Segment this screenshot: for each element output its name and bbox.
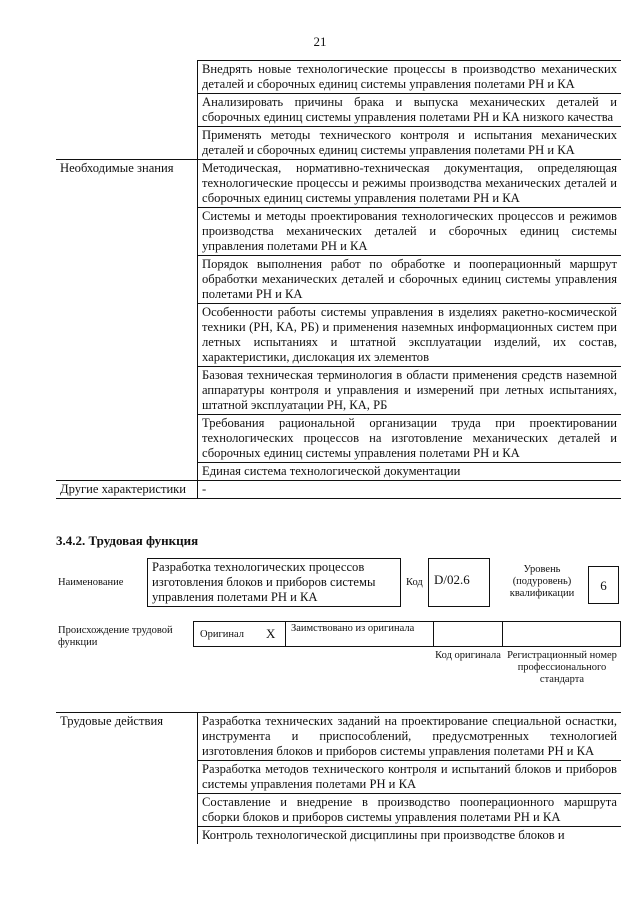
code-label: Код <box>406 577 423 588</box>
code-original-cell <box>433 621 503 647</box>
requirement-item: Применять методы технического контроля и испытания механических деталей и сборочных единиц системы управления полетами РН и КА <box>198 127 622 160</box>
labor-actions-label: Трудовые действия <box>56 713 198 845</box>
requirements-label-knowledge: Необходимые знания <box>56 160 198 481</box>
requirement-item: Единая система технологической документации <box>198 463 622 481</box>
code-box <box>428 558 490 607</box>
section-heading: 3.4.2. Трудовая функция <box>56 533 199 548</box>
reg-number-cell <box>502 621 621 647</box>
labor-action-item: Составление и внедрение в производство пооперационного маршрута сборки блоков и приборов системы управления полетами РН и КА <box>198 794 622 827</box>
level-value: 6 <box>600 578 607 593</box>
origin-label: Происхождение трудовой функции <box>58 625 173 648</box>
labor-action-item: Разработка методов технического контроля и испытаний блоков и приборов системы управления полетами РН и КА <box>198 761 622 794</box>
function-name-box <box>147 558 401 607</box>
requirement-item: Базовая техническая терминология в области применения средств наземной аппаратуры контроля и управления и измерений при летных испытаниях, штатной эксплуатации РН, КА, РБ <box>198 367 622 415</box>
requirement-item: Методическая, нормативно-техническая документация, определяющая технологические процессы и режимы производства механических деталей и сборочных единиц системы управления полетами РН и КА <box>198 160 622 208</box>
requirements-label-skills <box>56 61 198 160</box>
requirement-item: Системы и методы проектирования технологических процессов и режимов производства механических деталей и сборочных единиц системы управления полетами РН и КА <box>198 208 622 256</box>
requirements-label-other: Другие характеристики <box>56 481 198 499</box>
requirement-item: Анализировать причины брака и выпуска механических деталей и сборочных единиц системы управления полетами РН и КА низкого качества <box>198 94 622 127</box>
requirement-item: Внедрять новые технологические процессы в производство механических деталей и сборочных единиц системы управления полетами РН и КА <box>198 61 622 94</box>
requirements-table <box>56 60 621 499</box>
original-label: Оригинал <box>200 629 244 640</box>
requirement-item: Особенности работы системы управления в изделиях ракетно-космической техники (РН, КА, РБ) и применения наземных информационных систем при летных испытаниях и штатной эксплуатации изделий, их состав, характеристики, дислокация их элементов <box>198 304 622 367</box>
function-name: Разработка технологических процессов изготовления блоков и приборов системы управления полетами РН и КА <box>152 560 376 604</box>
borrowed-label: Заимствовано из оригинала <box>291 623 415 634</box>
requirement-item: - <box>198 481 622 499</box>
level-label: Уровень (подуровень) квалификации <box>509 564 575 599</box>
original-mark: X <box>266 626 276 641</box>
requirement-item: Порядок выполнения работ по обработке и пооперационный маршрут обработки механических деталей и сборочных единиц системы управления полетами РН и КА <box>198 256 622 304</box>
code-original-label: Код оригинала <box>435 650 501 661</box>
labor-action-item: Разработка технических заданий на проектирование специальной оснастки, инструмента и приспособлений, предусмотренных технологией изготовления блоков и приборов системы управления полетами РН и КА <box>198 713 622 761</box>
reg-number-label: Регистрационный номер профессионального стандарта <box>507 650 617 685</box>
borrowed-cell <box>285 621 434 647</box>
page-number: 21 <box>313 34 327 49</box>
name-label: Наименование <box>58 577 124 588</box>
labor-action-item: Контроль технологической дисциплины при производстве блоков и <box>202 828 565 842</box>
level-box <box>588 566 619 604</box>
original-cell <box>193 621 286 647</box>
requirement-item: Требования рациональной организации труда при проектировании технологических процессов на изготовление механических деталей и сборочных единиц системы управления полетами РН и КА <box>198 415 622 463</box>
labor-actions-table <box>56 712 621 844</box>
code-value: D/02.6 <box>434 572 470 587</box>
